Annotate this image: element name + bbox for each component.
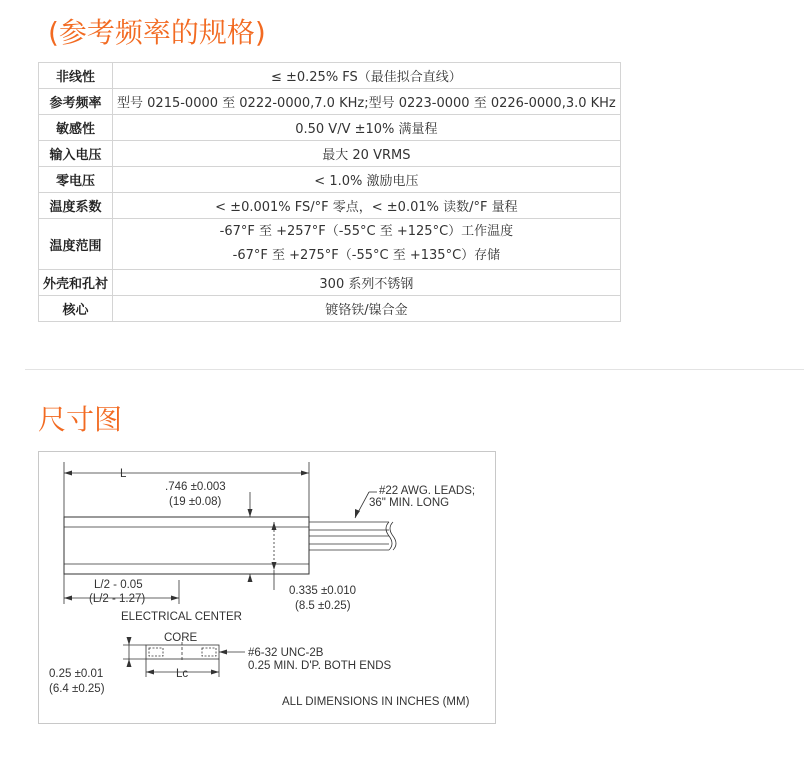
units-note: ALL DIMENSIONS IN INCHES (MM)	[282, 696, 470, 708]
spec-value: < 1.0% 激励电压	[113, 167, 621, 193]
table-row	[39, 167, 621, 193]
spec-key: 外壳和孔衬	[39, 270, 113, 296]
transducer-body	[64, 517, 309, 574]
arrowhead	[248, 574, 253, 582]
core-label: CORE	[164, 632, 198, 644]
arrowhead	[171, 596, 179, 601]
spec-value: < ±0.001% FS/°F 零点，< ±0.01% 读数/°F 量程	[113, 193, 621, 219]
table-row	[39, 270, 621, 296]
arrowhead	[219, 650, 227, 655]
core-dia-inch-label: 0.25 ±0.01	[49, 668, 104, 680]
lead-break	[390, 522, 396, 550]
dimension-drawing	[38, 451, 496, 724]
spec-key: 输入电压	[39, 141, 113, 167]
center-mm-label: (L/2 - 1.27)	[89, 593, 146, 605]
core-length-label: Lc	[176, 668, 189, 680]
offset-inch-label: .746 ±0.003	[165, 481, 226, 493]
spec-key: 零电压	[39, 167, 113, 193]
table-row	[39, 63, 621, 89]
core-thread	[202, 648, 216, 656]
dimension-section-title: 尺寸图	[38, 403, 123, 436]
core-body	[146, 645, 219, 659]
thread-label-line1: #6-32 UNC-2B	[248, 647, 324, 659]
arrowhead	[64, 596, 72, 601]
table-row	[39, 141, 621, 167]
arrowhead	[127, 637, 132, 645]
spec-section-title: (参考频率的规格)	[48, 16, 266, 49]
leads-label-line2: 36" MIN. LONG	[369, 497, 450, 509]
bore-inch-label: 0.335 ±0.010	[289, 585, 357, 597]
bore-mm-label: (8.5 ±0.25)	[295, 600, 351, 612]
spec-value-line: -67°F 至 +275°F（-55°C 至 +135°C）存储	[232, 248, 501, 263]
thread-label-line2: 0.25 MIN. D'P. BOTH ENDS	[248, 660, 392, 672]
table-row	[39, 296, 621, 322]
spec-value: ≤ ±0.25% FS（最佳拟合直线）	[113, 63, 621, 89]
center-inch-label: L/2 - 0.05	[94, 579, 143, 591]
arrowhead	[272, 562, 277, 570]
spec-value: 300 系列不锈钢	[113, 270, 621, 296]
electrical-center-label: ELECTRICAL CENTER	[121, 611, 242, 623]
spec-value: 镀铬铁/镍合金	[113, 296, 621, 322]
spec-key: 核心	[39, 296, 113, 322]
spec-value: 型号 0215-0000 至 0222-0000,7.0 KHz;型号 0223-0000 至 0226-0000,3.0 KHz	[113, 89, 621, 115]
arrowhead	[146, 670, 154, 675]
spec-key: 温度系数	[39, 193, 113, 219]
table-row	[39, 115, 621, 141]
arrowhead	[272, 522, 277, 530]
arrowhead	[211, 670, 219, 675]
arrowhead	[64, 471, 72, 476]
offset-mm-label: (19 ±0.08)	[169, 496, 222, 508]
section-divider	[25, 369, 804, 370]
core-dia-mm-label: (6.4 ±0.25)	[49, 683, 105, 695]
spec-table	[38, 62, 621, 322]
spec-value: 最大 20 VRMS	[113, 141, 621, 167]
spec-key: 敏感性	[39, 115, 113, 141]
spec-value	[113, 219, 621, 270]
length-label: L	[120, 468, 127, 480]
spec-key: 温度范围	[39, 219, 113, 270]
spec-value: 0.50 V/V ±10% 满量程	[113, 115, 621, 141]
leads-label-line1: #22 AWG. LEADS;	[379, 485, 476, 497]
spec-value-line: -67°F 至 +257°F（-55°C 至 +125°C）工作温度	[219, 224, 514, 239]
arrowhead	[127, 659, 132, 667]
table-row	[39, 193, 621, 219]
arrowhead	[248, 509, 253, 517]
arrowhead	[301, 471, 309, 476]
dimension-drawing-svg	[39, 452, 495, 723]
table-row	[39, 219, 621, 270]
table-row	[39, 89, 621, 115]
spec-key: 非线性	[39, 63, 113, 89]
core-thread	[149, 648, 163, 656]
spec-key: 参考频率	[39, 89, 113, 115]
